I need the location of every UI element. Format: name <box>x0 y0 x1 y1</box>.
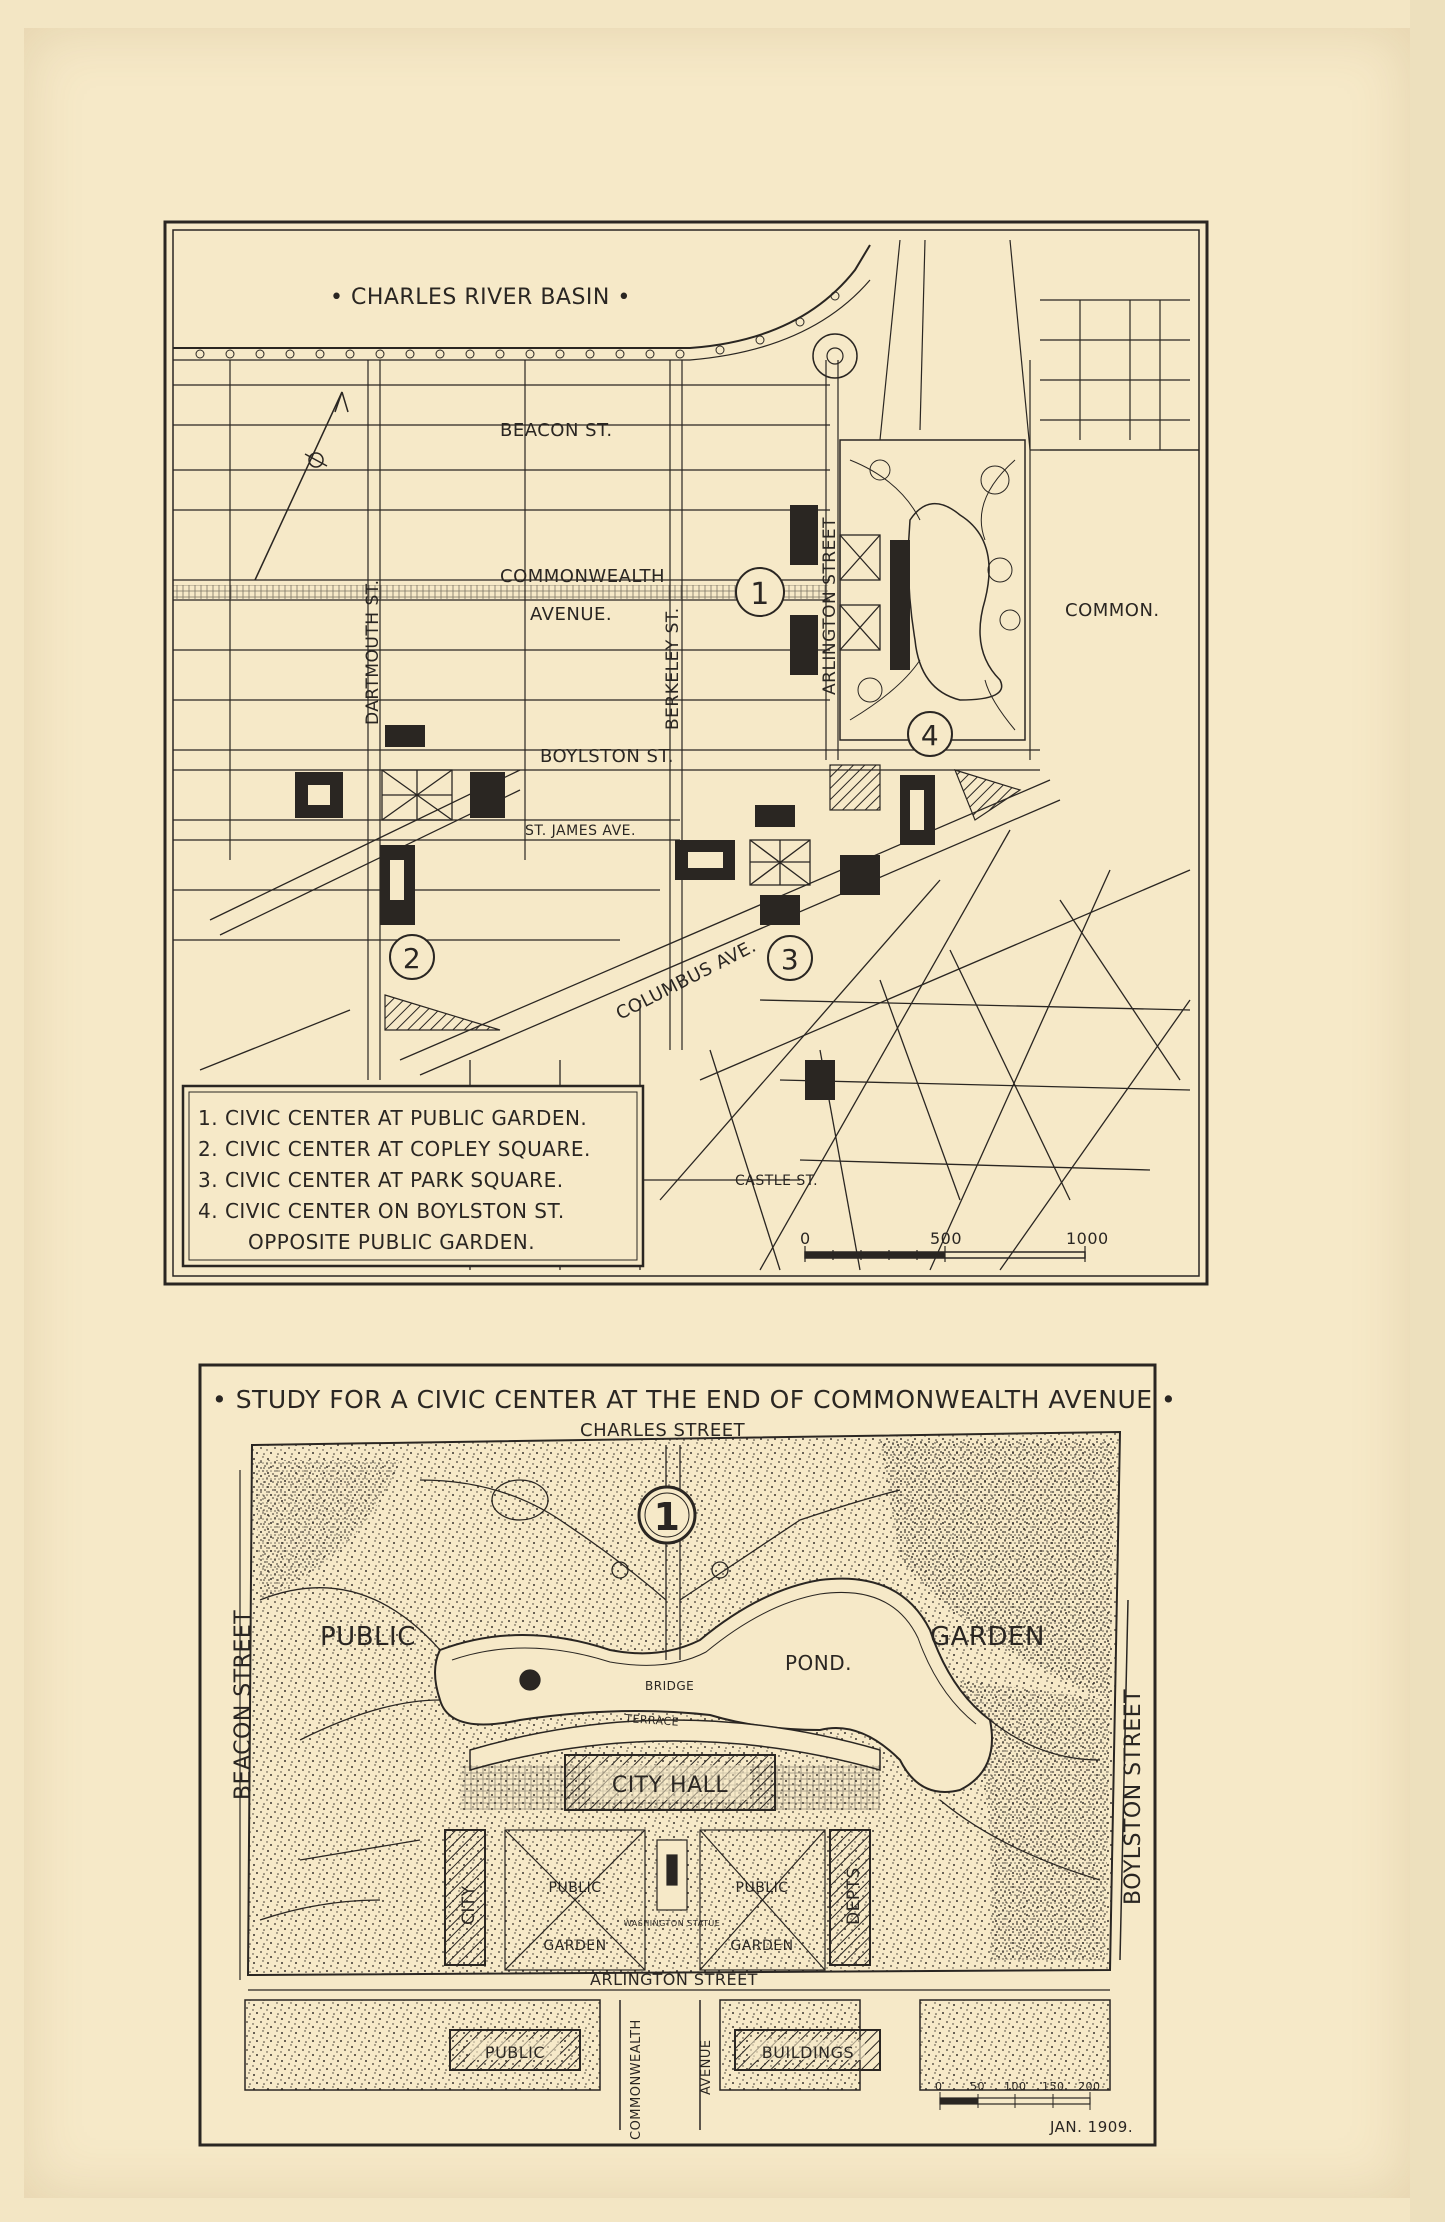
lower-scale-50: 50 <box>970 2080 985 2093</box>
label-beacon-street: BEACON STREET <box>231 1609 256 1800</box>
label-terrace: TERRACE <box>624 1712 680 1729</box>
scale-label-0: 0 <box>800 1229 811 1248</box>
scale-label-500: 500 <box>930 1229 963 1248</box>
label-public-garden-right-1: PUBLIC <box>735 1880 789 1896</box>
lower-scale-200: 200 <box>1078 2080 1101 2093</box>
lower-building-lots <box>245 2000 1110 2130</box>
site-marker-lower-1 <box>639 1487 695 1543</box>
site-marker-1 <box>736 568 784 616</box>
commonwealth-mall <box>173 585 828 599</box>
label-beacon-st: BEACON ST. <box>500 420 613 441</box>
label-city-hall: CITY HALL <box>611 1773 729 1798</box>
label-buildings: BUILDINGS <box>761 2043 855 2062</box>
label-public-garden-left-1: PUBLIC <box>548 1880 602 1896</box>
legend-item-3: 3. CIVIC CENTER AT PARK SQUARE. <box>198 1168 564 1192</box>
legend-item-4-cont: OPPOSITE PUBLIC GARDEN. <box>248 1230 536 1254</box>
beacon-hill-blocks <box>880 240 1199 450</box>
back-bay-grid <box>173 360 1040 1080</box>
scale-label-1000: 1000 <box>1066 1229 1109 1248</box>
label-boylston-st: BOYLSTON ST. <box>540 746 675 767</box>
svg-text:1: 1 <box>653 1495 681 1539</box>
north-arrow <box>255 392 348 580</box>
legend-item-1: 1. CIVIC CENTER AT PUBLIC GARDEN. <box>198 1106 588 1130</box>
lower-scale-150: 150 <box>1042 2080 1065 2093</box>
lower-scale-100: 100 <box>1004 2080 1027 2093</box>
label-public-bldg: PUBLIC <box>484 2043 546 2062</box>
label-arlington-street: ARLINGTON STREET <box>820 517 840 695</box>
hatched-site-boylston-1 <box>830 765 880 810</box>
label-charles-river-basin: • CHARLES RIVER BASIN • <box>330 285 631 310</box>
public-garden-outline <box>840 440 1025 740</box>
lower-scale-0: 0 <box>935 2080 943 2093</box>
label-common: COMMON. <box>1065 600 1160 621</box>
site-marker-4 <box>908 712 952 756</box>
site-marker-3 <box>768 936 812 980</box>
label-public-garden-right-2: GARDEN <box>730 1938 794 1954</box>
svg-text:4: 4 <box>920 719 940 752</box>
label-pond: POND. <box>785 1651 853 1675</box>
label-avenue: AVENUE. <box>530 604 613 625</box>
label-castle-st: CASTLE ST. <box>735 1173 819 1189</box>
label-berkeley-st: BERKELEY ST. <box>663 607 683 730</box>
garden-paths <box>850 460 1020 730</box>
upper-scale-bar <box>800 1229 1109 1262</box>
svg-text:2: 2 <box>402 942 422 975</box>
label-arlington-street: ARLINGTON STREET <box>590 1970 758 1989</box>
label-boylston-street: BOYLSTON STREET <box>1121 1688 1146 1905</box>
hatched-site-boylston-2 <box>955 770 1020 820</box>
hatched-site-copley <box>385 995 500 1030</box>
label-bridge: BRIDGE <box>645 1679 695 1693</box>
site-marker-2 <box>390 935 434 979</box>
label-date: JAN. 1909. <box>1050 2118 1134 2136</box>
upper-map-legend <box>183 1086 643 1266</box>
label-avenue-lower: AVENUE <box>699 2039 714 2095</box>
label-garden: GARDEN <box>930 1622 1045 1652</box>
label-public-garden-left-2: GARDEN <box>543 1938 607 1954</box>
label-commonwealth: COMMONWEALTH <box>500 566 665 587</box>
legend-item-4: 4. CIVIC CENTER ON BOYLSTON ST. <box>198 1199 565 1223</box>
label-city: CITY <box>459 1885 479 1925</box>
upper-map <box>165 222 1207 1284</box>
rotary <box>813 334 857 378</box>
label-public: PUBLIC <box>320 1622 416 1652</box>
label-st-james-ave: ST. JAMES AVE. <box>525 823 636 839</box>
legend-item-2: 2. CIVIC CENTER AT COPLEY SQUARE. <box>198 1137 591 1161</box>
label-charles-street: CHARLES STREET <box>580 1420 746 1441</box>
svg-text:1: 1 <box>750 577 770 612</box>
label-depts: DEPTS <box>844 1867 864 1925</box>
lower-map <box>200 1365 1176 2145</box>
lower-map-title: • STUDY FOR A CIVIC CENTER AT THE END OF COMMONWEALTH AVENUE • <box>212 1385 1177 1414</box>
svg-text:3: 3 <box>780 943 800 976</box>
label-dartmouth-st: DARTMOUTH ST. <box>363 579 383 725</box>
label-columbus-ave: COLUMBUS AVE. <box>612 935 760 1025</box>
label-commonwealth-lower: COMMONWEALTH <box>629 2019 644 2140</box>
label-washington-statue: WASHINGTON STATUE <box>623 1919 721 1928</box>
garden-pond <box>908 504 1001 700</box>
